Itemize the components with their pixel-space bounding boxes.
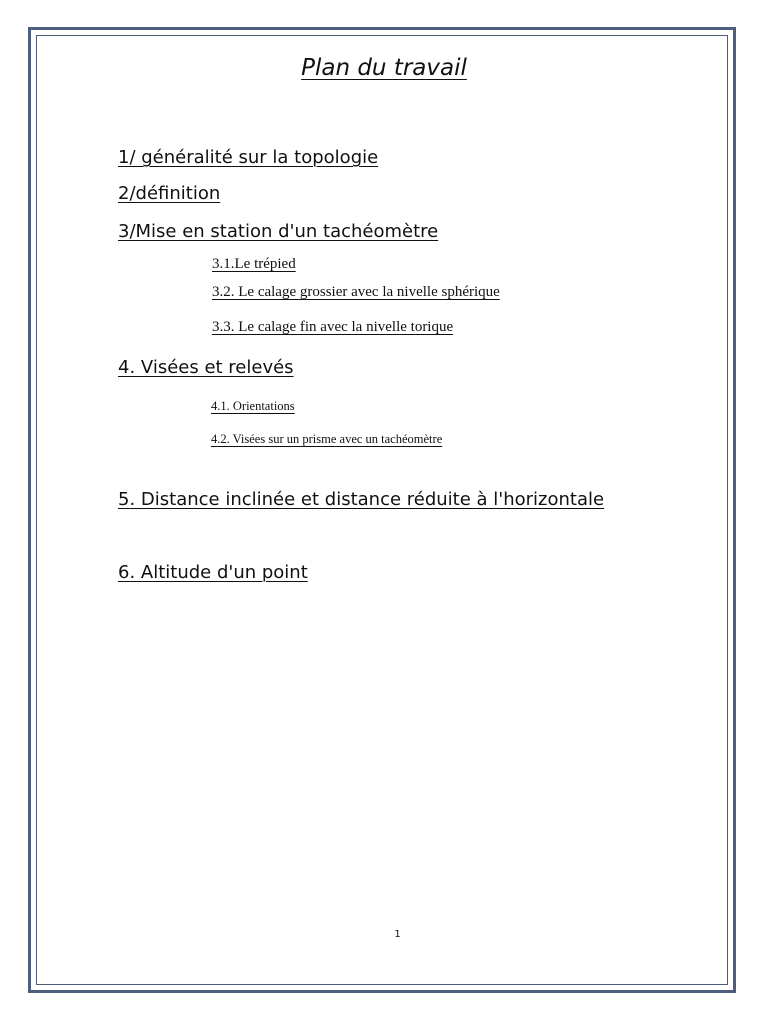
section-heading-2: 2/définition xyxy=(118,183,221,204)
section-heading-1: 1/ généralité sur la topologie xyxy=(118,147,379,168)
page-title: Plan du travail xyxy=(301,55,467,81)
subsection-3-1: 3.1.Le trépied xyxy=(212,256,296,272)
subsection-4-2: 4.2. Visées sur un prisme avec un tachéomètre xyxy=(211,432,443,446)
section-heading-6: 6. Altitude d'un point xyxy=(118,562,308,583)
subsection-3-3: 3.3. Le calage fin avec la nivelle torique xyxy=(212,319,454,335)
page-number: 1 xyxy=(394,929,401,940)
section-heading-3: 3/Mise en station d'un tachéomètre xyxy=(118,221,439,242)
page-border-inner xyxy=(36,35,728,985)
subsection-4-1: 4.1. Orientations xyxy=(211,399,295,413)
section-heading-4: 4. Visées et relevés xyxy=(118,357,294,378)
section-heading-5: 5. Distance inclinée et distance réduite à l'horizontale xyxy=(118,489,605,510)
subsection-3-2: 3.2. Le calage grossier avec la nivelle sphérique xyxy=(212,284,500,300)
